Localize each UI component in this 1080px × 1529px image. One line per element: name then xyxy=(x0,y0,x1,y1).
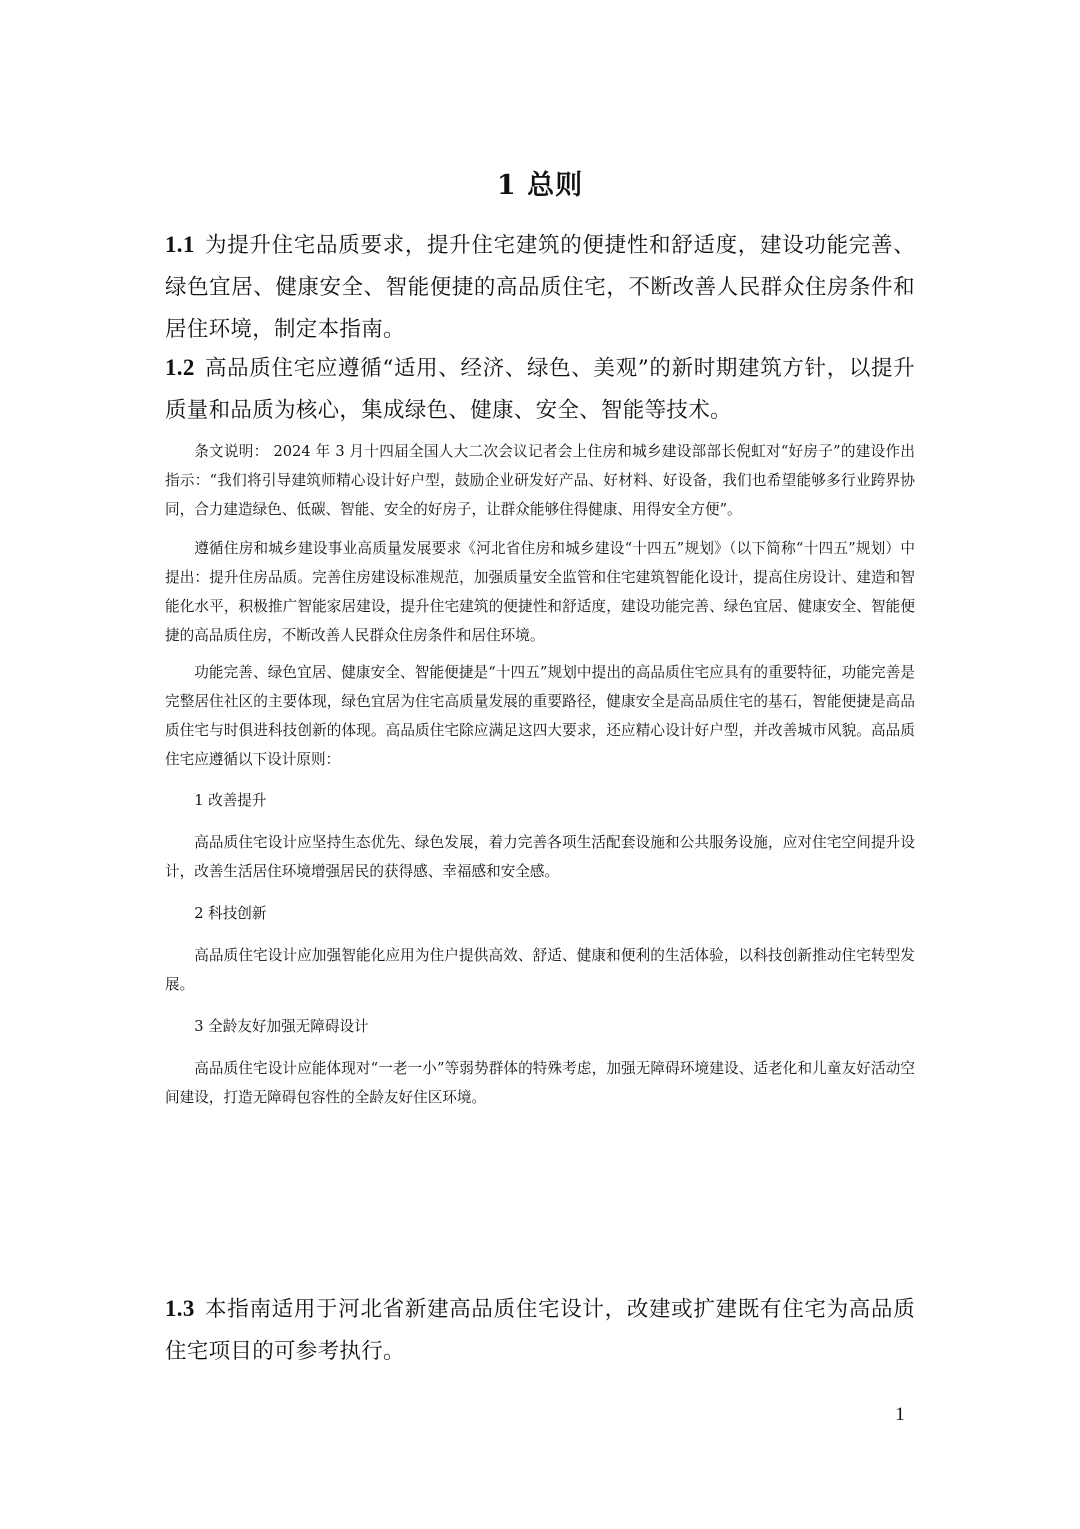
clause-text: 本指南适用于河北省新建高品质住宅设计，改建或扩建既有住宅为高品质住宅项目的可参考执行。 xyxy=(165,1297,915,1364)
chapter-title: 1 总则 xyxy=(496,170,584,201)
page-number: 1 xyxy=(895,1404,905,1425)
clause-number: 1.2 xyxy=(165,355,195,380)
clause-1-3 xyxy=(165,1288,915,1373)
clause-1-2 xyxy=(165,347,915,432)
clause-number: 1.1 xyxy=(165,232,195,257)
explanation-paragraph: 高品质住宅设计应加强智能化应用为住户提供高效、舒适、健康和便利的生活体验，以科技创新推动住宅转型发展。 xyxy=(165,947,915,993)
explanation-paragraph: 遵循住房和城乡建设事业高质量发展要求《河北省住房和城乡建设“十四五”规划》（以下简称“十四五”规划）中提出：提升住房品质。完善住房建设标准规范，加强质量安全监管和住宅建筑智能化设计，提高住房设计、建造和智能化水平，积极推广智能家居建设，提升住宅建筑的便捷性和舒适度，建设功能完善、绿色宜居、健康安全、智能便捷的高品质住房，不断改善人民群众住房条件和居住环境。 xyxy=(165,540,915,644)
clause-1-1 xyxy=(165,224,915,351)
clause-text: 为提升住宅品质要求，提升住宅建筑的便捷性和舒适度，建设功能完善、绿色宜居、健康安全、智能便捷的高品质住宅，不断改善人民群众住房条件和居住环境，制定本指南。 xyxy=(165,233,915,342)
explanation-paragraph: 条文说明： 2024 年 3 月十四届全国人大二次会议记者会上住房和城乡建设部部长倪虹对“好房子”的建设作出指示：“我们将引导建筑师精心设计好户型，鼓励企业研发好产品、好材料、好设备，我们也希望能够多行业跨界协同，合力建造绿色、低碳、智能、安全的好房子，让群众能够住得健康、用得安全方便”。 xyxy=(165,443,915,518)
explanation-paragraph: 高品质住宅设计应坚持生态优先、绿色发展，着力完善各项生活配套设施和公共服务设施，应对住宅空间提升设计，改善生活居住环境增强居民的获得感、幸福感和安全感。 xyxy=(165,834,915,880)
clause-number: 1.3 xyxy=(165,1296,195,1321)
principle-heading: 2 科技创新 xyxy=(194,905,267,922)
principle-heading: 1 改善提升 xyxy=(194,792,267,809)
explanation-paragraph: 功能完善、绿色宜居、健康安全、智能便捷是“十四五”规划中提出的高品质住宅应具有的重要特征，功能完善是完整居住社区的主要体现，绿色宜居为住宅高质量发展的重要路径，健康安全是高品质住宅的基石，智能便捷是高品质住宅与时俱进科技创新的体现。高品质住宅除应满足这四大要求，还应精心设计好户型，并改善城市风貌。高品质住宅应遵循以下设计原则： xyxy=(165,664,915,768)
clause-text: 高品质住宅应遵循“适用、经济、绿色、美观”的新时期建筑方针，以提升质量和品质为核心，集成绿色、健康、安全、智能等技术。 xyxy=(165,356,915,423)
clause-explanation xyxy=(165,437,915,1112)
explanation-paragraph: 高品质住宅设计应能体现对“一老一小”等弱势群体的特殊考虑，加强无障碍环境建设、适老化和儿童友好活动空间建设，打造无障碍包容性的全龄友好住区环境。 xyxy=(165,1060,915,1106)
principle-heading: 3 全龄友好加强无障碍设计 xyxy=(194,1018,369,1035)
